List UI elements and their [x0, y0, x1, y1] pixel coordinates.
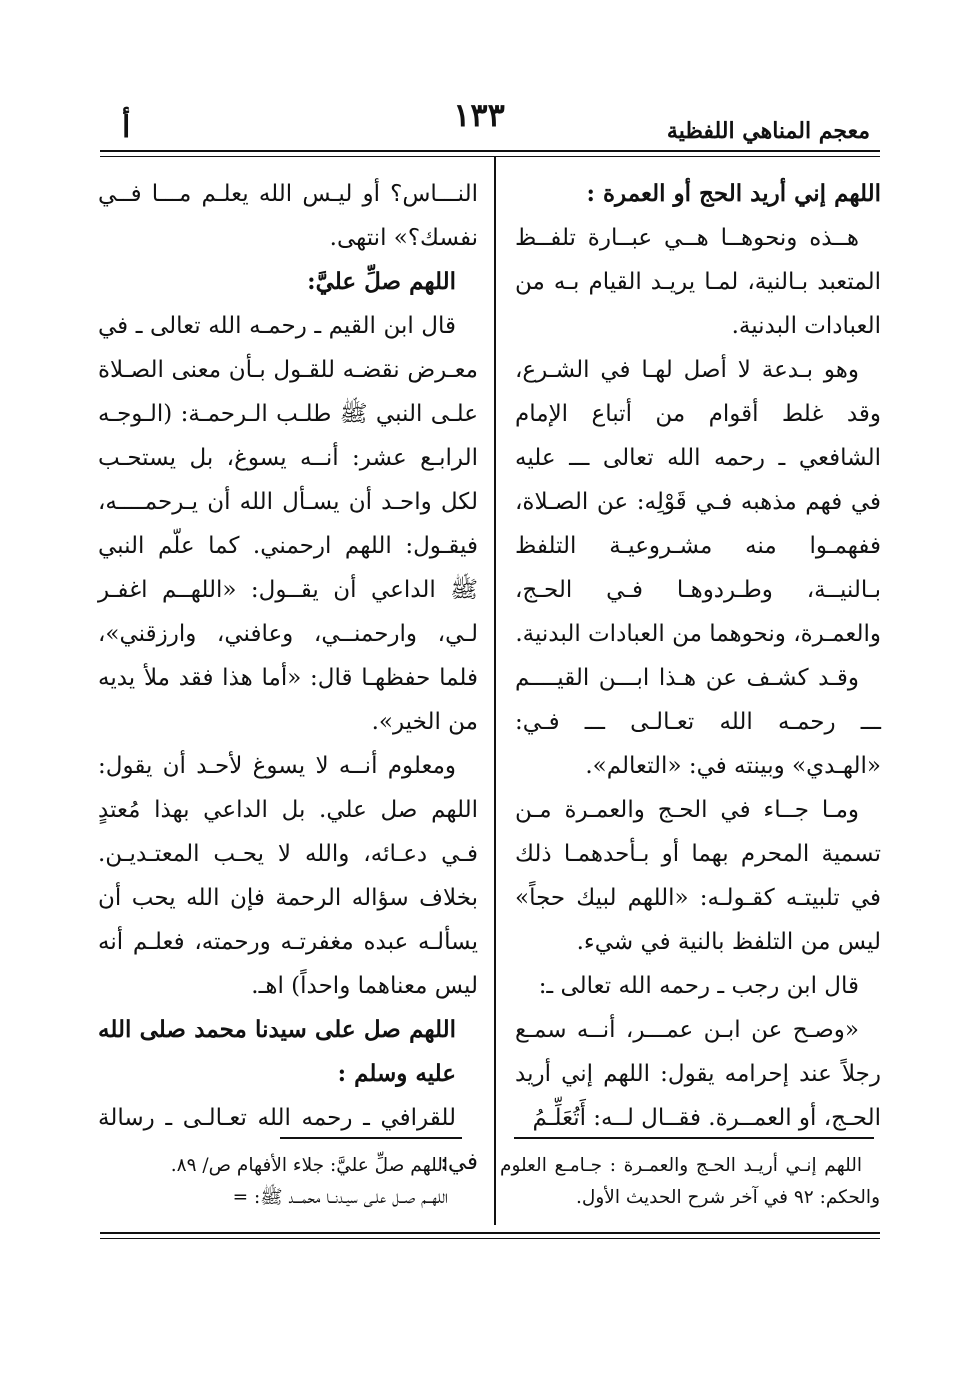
left-column-heading-2: اللهم صل على سيدنا محمد صلى الله عليه وسلم : [98, 1016, 456, 1087]
paragraph: وهو بـدعة لا أصل لهـا في الشـرع، وقد غلط أقوام من أتباع الإمام الشافعي ـ رحمه الله تعالى ـــ عليه في فهم مذهبه فـي قَوْلِه: عن الصـلاة، ففهمـوا منه مشـروعيـة التلفظ بـالنيــة، وطـردوهـا فـي الحـج، والعمـرة، ونحوهما من العبادات البدنية. [515, 357, 881, 647]
paragraph: قال ابن القيم ـ رحمـه الله تعالى ـ في معـرض نقضـه للقـول بـأن معنى الصـلاة علـى النبي ﷺ طلـب الـرحمـة: (الـوجـه الرابـع عشر: أنــه يسوغ، بل يستحـب لكل واحـد أن يسـأل الله أن يـرحمــــه، فيقـول: اللهم ارحمني. كما علّم النبي ﷺ الداعي أن يقــول: «اللهــم اغفـر لـي، وارحمنــي، وعافني، وارزقني»، فلما حفظهـا قال: «أما هذا فقد ملأ يديه من الخير». [98, 313, 478, 735]
bottom-rule [100, 1232, 880, 1234]
footnote: اللهم إنـي أريـد الحـج والعمـرة : جـامـع العلوم والحكم: ٩٢ في آخر شرح الحديث الأول. [500, 1155, 880, 1208]
right-column-heading: اللهم إني أريد الحج أو العمرة : [586, 180, 881, 207]
paragraph: وقـد كشـف عن هـذا ابـــن القيــــم ـــ رحمـه الله تعـالـى ـــ فـي: «الهـدي» وبينته في: «التعالم». [515, 665, 881, 779]
paragraph: للقرافي ـ رحمه الله تعـالـى ـ رسالة في: [98, 1105, 478, 1175]
left-column-heading-1: اللهم صلِّ عليَّ: [307, 268, 456, 295]
page-number: ١٣٣ [453, 96, 505, 134]
section-letter: أ [122, 110, 131, 145]
footnotes-right [500, 1150, 880, 1214]
column-divider [494, 157, 496, 1225]
footnote-rule-left [280, 1137, 462, 1139]
header-rule-thin [100, 156, 880, 157]
paragraph: النـــاس؟ أو ليـس الله يعلـم مـــا فــي نفسك؟» انتهى. [98, 181, 478, 251]
running-header-title: معجم المناهي اللفظية [666, 118, 870, 144]
left-column [98, 172, 478, 1184]
paragraph: «وصـح عن ابـن عمـــر، أنــه سمـع رجلاً عند إحرامه يقول: اللهم إني أريد الحـج، أو العمــرة. فقــال لــه: أَتُعَلِّـمُ [515, 1017, 881, 1131]
footnotes-left [70, 1150, 466, 1214]
right-column [515, 172, 881, 1140]
paragraph: قال ابن رجب ـ رحمه الله تعالى ـ: [538, 973, 859, 999]
footnote: اللهم صلِّ عليَّ: جلاء الأفهام ص/ ٨٩. [170, 1155, 448, 1176]
paragraph: ومعلوم أنــه لا يسوغ لأحـد أن يقول: اللهم صل علي. بل الداعي بهذا مُعتدٍ فـي دعـائه، والله لا يحـب المعتـديـن. بخلاف سؤاله الرحمة فإن الله يحب أن يسألـه عبده مغفرتـه ورحمته، فعلـم أنه ليس معناهما واحداً) اهـ. [98, 753, 478, 999]
footnote: اللهــم صــل علـى سيـدنــا محمـــد ﷺ: = [232, 1187, 448, 1208]
paragraph: هــذه ونحوهــا هــي عبــارة تلفــظ المتعبد بـالنية، لمـا يريـد القيام بـه من العبادات البدنية. [515, 225, 881, 339]
bottom-rule-thin [100, 1238, 880, 1239]
paragraph: ومـا جــاء في الحـج والعمـرة مـن تسمية المحرم بهما أو بـأحدهمـا ذلك في تلبيتـه كقـولـه: «اللهم لبيك حجاً» ليس من التلفظ بالنية في شيء. [515, 797, 881, 955]
header-rule [100, 150, 880, 152]
footnote-rule-right [514, 1137, 874, 1139]
